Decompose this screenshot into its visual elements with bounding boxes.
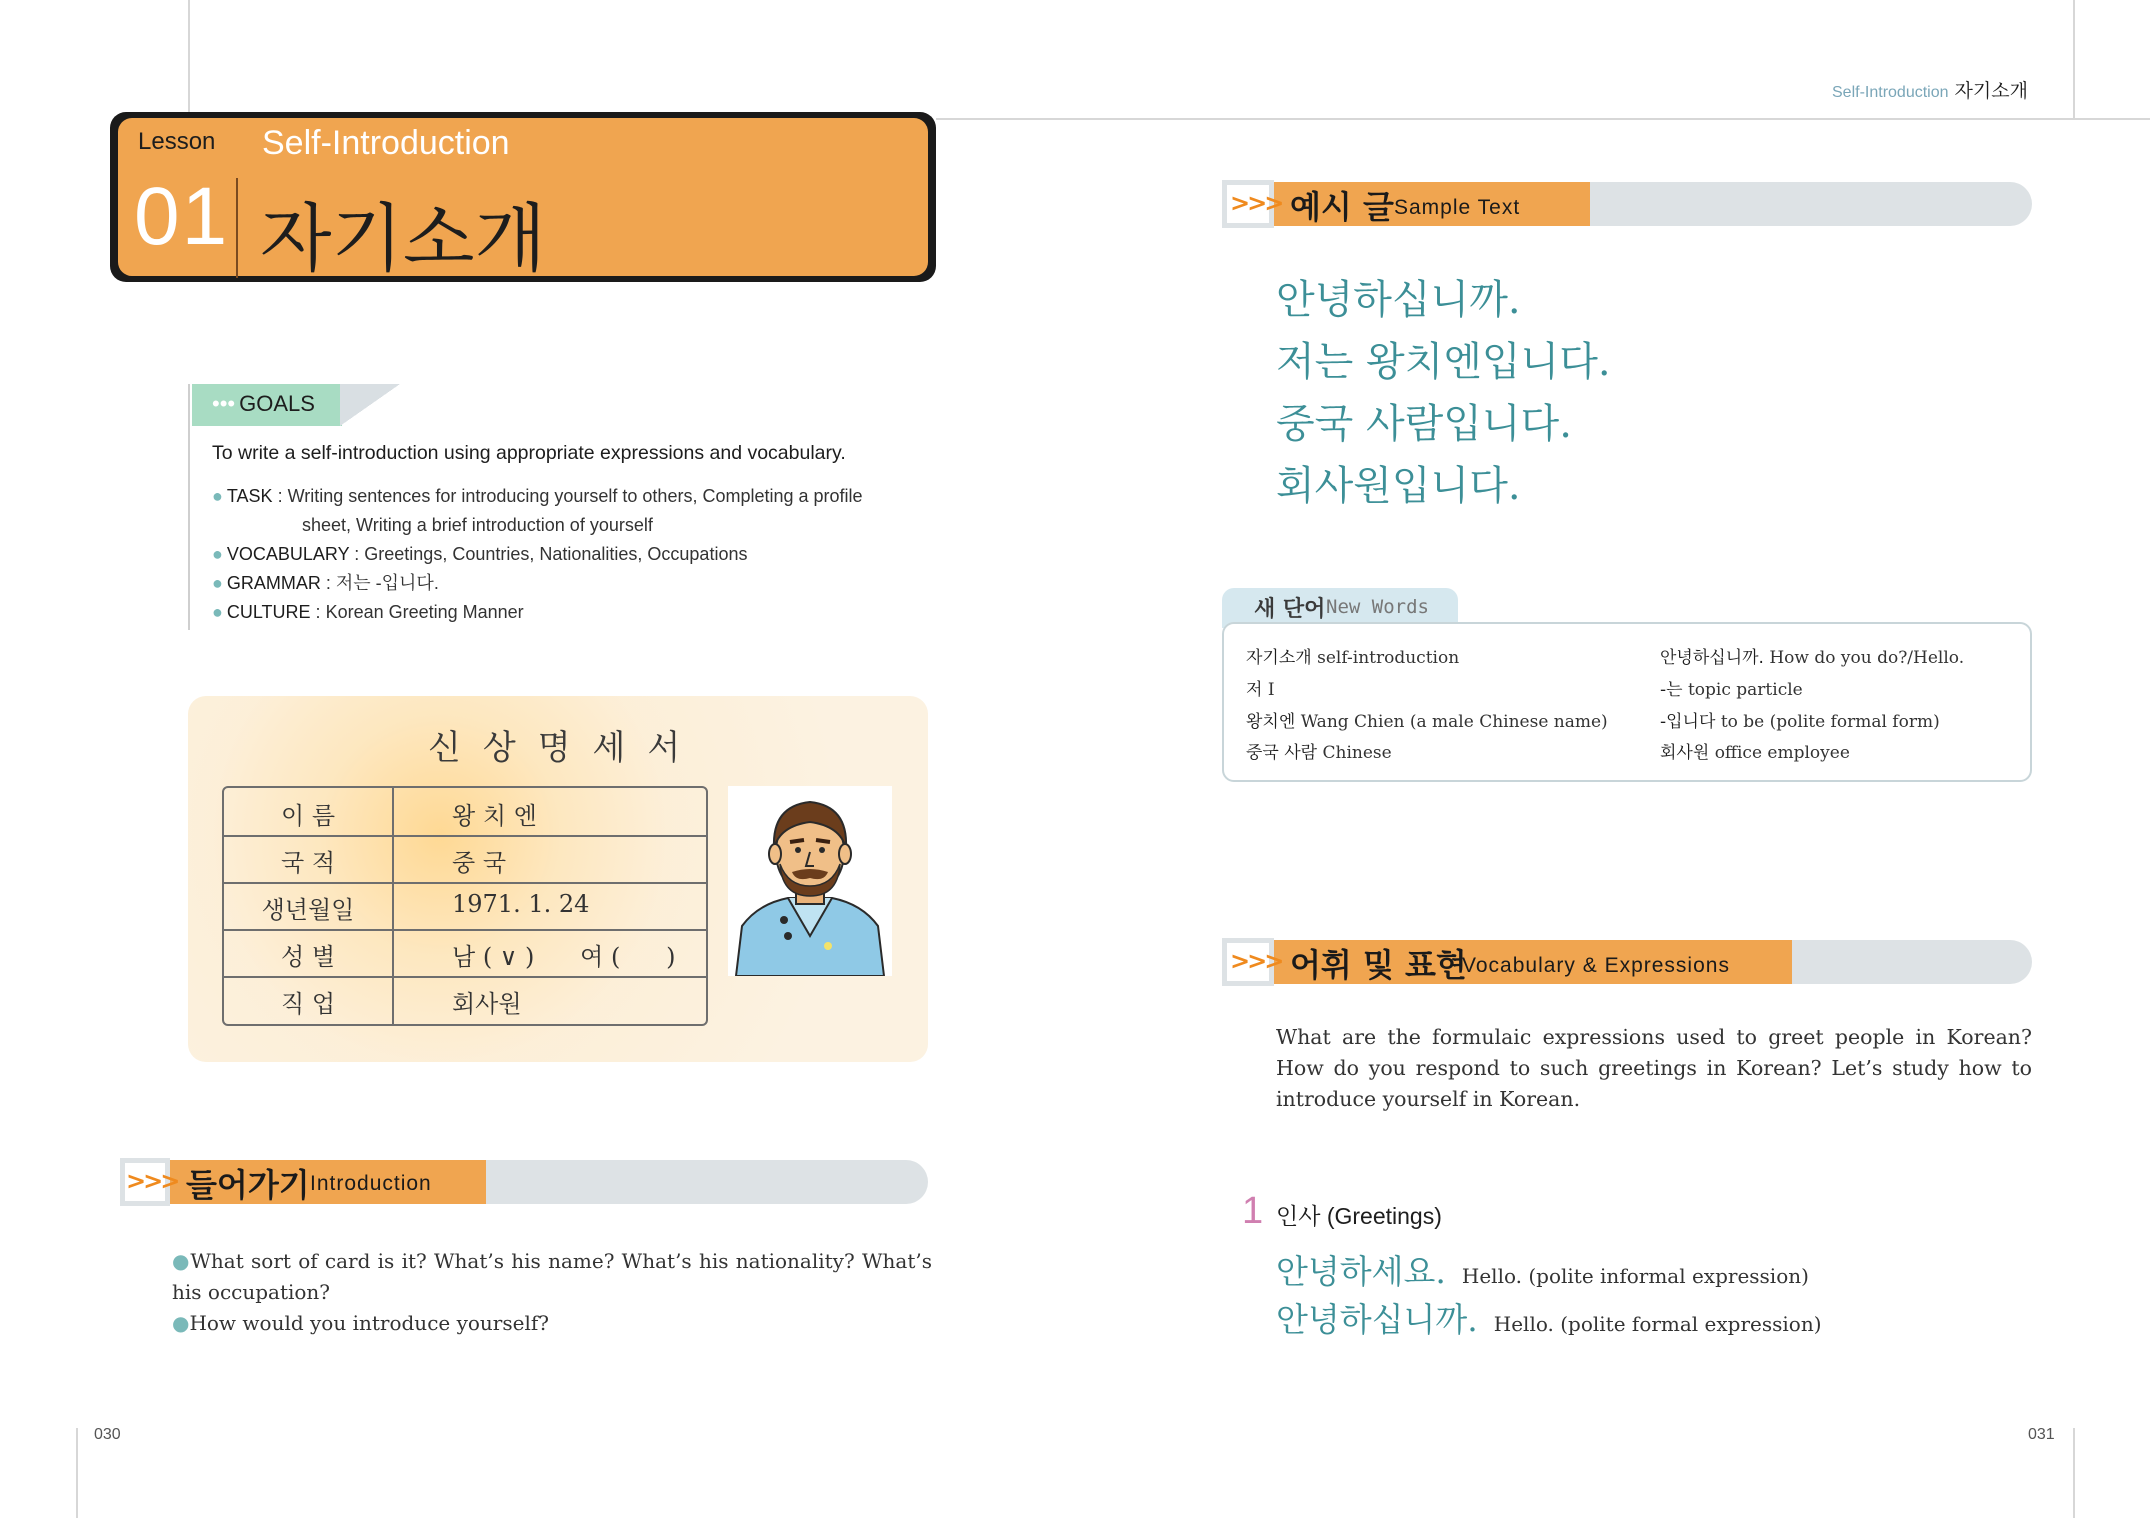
page-frame-line bbox=[2073, 1428, 2075, 1518]
sample-line: 중국 사람입니다. bbox=[1276, 401, 1572, 447]
row-label: 국 적 bbox=[281, 849, 335, 877]
sample-line: 회사원입니다. bbox=[1276, 463, 1521, 509]
lesson-label: Lesson bbox=[138, 128, 216, 155]
vocab-intro: What are the formulaic expressions used to greet people in Korean? How do you respond to such greetings in Korean? Let’s study how to introduce yourself in Korean. bbox=[1276, 1025, 2032, 1111]
section-arrow-icon: >>> bbox=[126, 1167, 178, 1195]
lesson-divider bbox=[236, 178, 238, 278]
running-header bbox=[1832, 76, 2028, 103]
section-arrow-icon: >>> bbox=[1230, 189, 1282, 217]
goal-item: ● CULTURE : Korean Greeting Manner bbox=[212, 602, 524, 622]
goals-intro: To write a self-introduction using appropriate expressions and vocabulary. bbox=[212, 442, 846, 464]
new-word: -는 topic particle bbox=[1660, 680, 1803, 700]
row-label: 생년월일 bbox=[261, 896, 355, 924]
bullet-icon: ● bbox=[212, 573, 223, 593]
man-portrait-icon bbox=[728, 786, 892, 976]
new-words-title-en: New Words bbox=[1326, 596, 1429, 618]
sample-line: 안녕하십니까. bbox=[1276, 277, 1521, 323]
row-value: 왕 치 엔 bbox=[452, 802, 537, 830]
new-words-title-ko: 새 단어 bbox=[1254, 597, 1326, 622]
bullet-icon: ● bbox=[172, 1311, 190, 1335]
intro-question: ●How would you introduce yourself? bbox=[172, 1311, 549, 1335]
greetings-title: 인사 (Greetings) bbox=[1276, 1203, 1442, 1229]
goal-item: ● TASK : Writing sentences for introducing yourself to others, Completing a profile bbox=[212, 486, 863, 506]
new-word: 회사원 office employee bbox=[1660, 743, 1850, 763]
new-word: 중국 사람 Chinese bbox=[1246, 743, 1392, 763]
goals-label bbox=[212, 391, 315, 417]
row-value: 회사원 bbox=[452, 990, 522, 1018]
intro-section-title-ko: 들어가기 bbox=[186, 1166, 310, 1204]
new-word: 안녕하십니까. How do you do?/Hello. bbox=[1660, 648, 1965, 668]
row-label: 성 별 bbox=[281, 943, 335, 971]
greetings-number: 1 bbox=[1242, 1190, 1264, 1232]
dots-icon: ••• bbox=[212, 391, 236, 416]
goals-label-text: GOALS bbox=[239, 391, 315, 416]
new-word: 왕치엔 Wang Chien (a male Chinese name) bbox=[1246, 712, 1608, 732]
table-row bbox=[224, 796, 706, 843]
intro-section-title-en: Introduction bbox=[310, 1172, 432, 1195]
sample-line: 저는 왕치엔입니다. bbox=[1276, 339, 1611, 385]
vocab-section-title-ko: 어휘 및 표현 bbox=[1290, 946, 1467, 984]
lesson-number: 01 bbox=[134, 171, 230, 262]
goals-rule bbox=[188, 384, 190, 630]
greeting-line: 안녕하세요. Hello. (polite informal expression) bbox=[1276, 1252, 1809, 1291]
page-frame-line bbox=[76, 1428, 78, 1518]
table-row bbox=[224, 843, 706, 890]
row-value: 중 국 bbox=[452, 849, 506, 877]
table-row bbox=[224, 890, 706, 937]
table-row bbox=[224, 937, 706, 984]
bullet-icon: ● bbox=[212, 602, 223, 622]
profile-table bbox=[222, 786, 708, 1026]
table-row bbox=[224, 984, 706, 1031]
header-rule bbox=[936, 118, 2150, 120]
section-arrow-icon: >>> bbox=[1230, 947, 1282, 975]
row-value: 남 ( ∨ ) 여 ( ) bbox=[452, 943, 676, 971]
vocab-section-title-en: Vocabulary & Expressions bbox=[1462, 954, 1730, 977]
new-word: 자기소개 self-introduction bbox=[1246, 648, 1460, 668]
profile-card-title: 신상명세서 bbox=[428, 728, 703, 768]
sample-section-title-ko: 예시 글 bbox=[1290, 188, 1394, 226]
goals-tag-tail bbox=[340, 384, 400, 426]
sample-section-title-en: Sample Text bbox=[1394, 196, 1521, 219]
goal-item: ● VOCABULARY : Greetings, Countries, Nationalities, Occupations bbox=[212, 544, 748, 564]
page-number-right: 031 bbox=[2028, 1426, 2055, 1443]
page-frame-line bbox=[2073, 0, 2075, 118]
lesson-title-ko: 자기소개 bbox=[260, 196, 546, 282]
intro-question: ●What sort of card is it? What’s his name? What’s his nationality? What’s his occupation? bbox=[172, 1249, 932, 1304]
running-header-en: Self-Introduction bbox=[1832, 84, 1949, 101]
lesson-title-en: Self-Introduction bbox=[262, 124, 510, 162]
page-number-left: 030 bbox=[94, 1426, 121, 1443]
row-label: 직 업 bbox=[281, 990, 335, 1018]
greeting-line: 안녕하십니까. Hello. (polite formal expression) bbox=[1276, 1300, 1822, 1339]
row-value: 1971. 1. 24 bbox=[452, 890, 590, 918]
goal-item: sheet, Writing a brief introduction of yourself bbox=[302, 515, 653, 535]
bullet-icon: ● bbox=[172, 1249, 191, 1273]
bullet-icon: ● bbox=[212, 544, 223, 564]
row-label: 이 름 bbox=[281, 802, 335, 830]
bullet-icon: ● bbox=[212, 486, 223, 506]
page-frame-line bbox=[188, 0, 190, 118]
running-header-ko: 자기소개 bbox=[1954, 81, 2028, 102]
new-word: 저 I bbox=[1246, 680, 1275, 700]
goal-item: ● GRAMMAR : 저는 -입니다. bbox=[212, 573, 439, 593]
profile-photo bbox=[728, 786, 892, 976]
new-word: -입니다 to be (polite formal form) bbox=[1660, 712, 1940, 732]
